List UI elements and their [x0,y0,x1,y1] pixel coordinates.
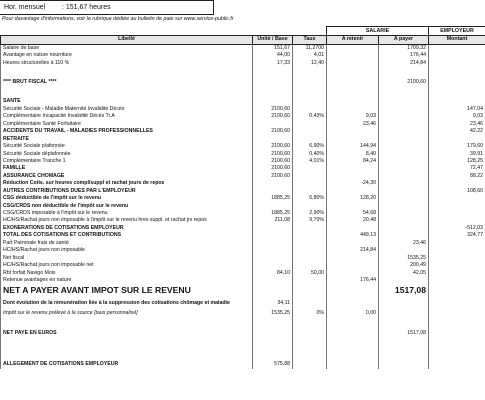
cell-taux [293,98,327,105]
cell-label: CSG/CRDS non déductible de l'impôt sur le revenu [1,202,253,209]
cell-unite-base [253,349,293,361]
cell-a-payer [379,67,429,79]
cell-taux [293,296,327,310]
cell-a-payer: 1709,32 [379,44,429,52]
table-row [1,98,485,105]
table-row [1,217,485,224]
col-montant: Montant [429,36,485,45]
col-unite-base: Unité / Base [253,36,293,45]
info-note: Pour davantage d'informations, voir la rubrique dédiée au bulletin de paie sur www.service-public.fr [2,16,234,22]
cell-a-payer [379,158,429,165]
table-row [1,254,485,261]
cell-a-payer: 1517,08 [379,284,429,296]
cell-label: Salaire de base [1,44,253,52]
cell-a-payer [379,195,429,202]
cell-a-retenir [327,337,379,349]
cell-unite-base [253,121,293,128]
cell-unite-base: 2100,60 [253,150,293,157]
cell-label: HC/HS/Rachat jours non imposable [1,247,253,254]
cell-unite-base: 84,10 [253,269,293,276]
cell-taux: 50,00 [293,269,327,276]
table-row [1,121,485,128]
cell-a-retenir [327,262,379,269]
cell-montant [429,98,485,105]
cell-unite-base: 2100,60 [253,158,293,165]
cell-montant: 9,03 [429,113,485,120]
cell-a-payer [379,217,429,224]
cell-unite-base: 2100,60 [253,143,293,150]
cell-a-retenir [327,296,379,310]
table-row [1,113,485,120]
table-row [1,195,485,202]
cell-taux [293,262,327,269]
salarie-header: SALARIE [327,27,429,36]
cell-montant [429,217,485,224]
cell-montant [429,349,485,361]
cell-taux: 0,40% [293,150,327,157]
cell-a-retenir [327,128,379,135]
table-row [1,318,485,330]
cell-taux [293,128,327,135]
cell-taux: 6,90% [293,143,327,150]
col-a-payer: A payer [379,36,429,45]
cell-montant [429,180,485,187]
table-row [1,296,485,310]
cell-a-retenir: 54,68 [327,210,379,217]
cell-a-payer: 42,05 [379,269,429,276]
cell-a-retenir [327,330,379,337]
cell-taux: 2,90% [293,210,327,217]
cell-label: RETRAITE [1,135,253,142]
cell-taux: 0,43% [293,113,327,120]
cell-a-payer [379,143,429,150]
cell-a-payer [379,318,429,330]
cell-montant: 108,60 [429,188,485,195]
payslip-table [0,26,485,369]
cell-a-payer [379,337,429,349]
cell-a-payer [379,202,429,209]
table-row [1,330,485,337]
table-row [1,173,485,180]
cell-a-retenir [327,240,379,247]
cell-taux [293,337,327,349]
cell-taux [293,330,327,337]
cell-label: CSG/CRDS imposable à l'impôt sur le revenu [1,210,253,217]
cell-a-retenir [327,225,379,232]
cell-montant: 88,22 [429,173,485,180]
cell-taux [293,180,327,187]
cell-taux [293,135,327,142]
cell-label: Sécurité Sociale déplafonnée [1,150,253,157]
cell-a-retenir [327,79,379,86]
cell-label: FAMILLE [1,165,253,172]
cell-montant [429,262,485,269]
cell-label: **** BRUT FISCAL **** [1,79,253,86]
table-row [1,79,485,86]
cell-label: Retenue avantages en nature [1,277,253,284]
cell-unite-base [253,202,293,209]
cell-unite-base [253,240,293,247]
table-row [1,361,485,368]
cell-a-retenir [327,67,379,79]
cell-taux [293,225,327,232]
cell-a-payer [379,121,429,128]
cell-unite-base: 1885,25 [253,195,293,202]
table-row [1,284,485,296]
table-row [1,128,485,135]
hours-value: : 151,67 heures [62,4,111,11]
cell-a-retenir: 9,03 [327,113,379,120]
table-row [1,44,485,52]
cell-unite-base: 44,00 [253,52,293,59]
cell-a-payer: 214,84 [379,59,429,66]
cell-montant [429,284,485,296]
cell-unite-base [253,337,293,349]
cell-label: AUTRES CONTRIBUTIONS DUES PAR L'EMPLOYEUR [1,188,253,195]
cell-label: SANTE [1,98,253,105]
cell-unite-base: 34,11 [253,296,293,310]
cell-a-payer [379,135,429,142]
cell-a-payer [379,277,429,284]
cell-unite-base [253,86,293,98]
cell-label: TOTAL DES COTISATIONS ET CONTRIBUTIONS [1,232,253,239]
cell-label [1,67,253,79]
cell-a-payer [379,349,429,361]
cell-taux [293,86,327,98]
cell-a-payer [379,232,429,239]
cell-unite-base: 211,08 [253,217,293,224]
cell-a-payer [379,98,429,105]
cell-taux [293,247,327,254]
cell-a-retenir [327,59,379,66]
cell-montant [429,269,485,276]
cell-unite-base: 1535,25 [253,310,293,317]
cell-label [1,337,253,349]
cell-taux [293,232,327,239]
cell-a-payer [379,113,429,120]
table-row [1,67,485,79]
cell-montant [429,86,485,98]
cell-a-payer [379,128,429,135]
cell-unite-base [253,262,293,269]
cell-taux [293,79,327,86]
table-row [1,143,485,150]
cell-label: CSG déductible de l'impôt sur le revenu [1,195,253,202]
cell-a-retenir [327,188,379,195]
cell-taux [293,106,327,113]
cell-unite-base: 2100,60 [253,165,293,172]
cell-label: Avantage en nature nourriture [1,52,253,59]
cell-a-payer [379,150,429,157]
cell-label: Complémentaire Santé Forfaitaire [1,121,253,128]
cell-taux: 4,01% [293,158,327,165]
cell-unite-base [253,67,293,79]
cell-a-retenir [327,361,379,368]
cell-a-payer [379,361,429,368]
cell-montant [429,330,485,337]
cell-label: Réduction Cotis. sur heures compl/suppl et rachat jours de repos [1,180,253,187]
cell-a-retenir: 214,84 [327,247,379,254]
cell-a-retenir: 84,24 [327,158,379,165]
table-row [1,225,485,232]
cell-unite-base [253,180,293,187]
cell-unite-base [253,232,293,239]
cell-montant: 147,04 [429,106,485,113]
cell-label: ALLEGEMENT DE COTISATIONS EMPLOYEUR [1,361,253,368]
cell-a-retenir [327,254,379,261]
cell-a-payer [379,225,429,232]
cell-unite-base [253,284,293,296]
cell-unite-base [253,188,293,195]
table-row [1,202,485,209]
cell-a-retenir [327,202,379,209]
cell-a-retenir [327,269,379,276]
cell-taux [293,165,327,172]
cell-label: HC/HS/Rachat jours non imposable à l'impôt sur le revenu hres suppl. et rachat jrs repos [1,217,253,224]
cell-label: Complémentaire Tranche 1 [1,158,253,165]
cell-montant [429,361,485,368]
cell-taux [293,173,327,180]
table-row [1,240,485,247]
cell-a-retenir [327,98,379,105]
cell-a-payer: 23,46 [379,240,429,247]
cell-montant [429,247,485,254]
table-row [1,59,485,66]
cell-montant [429,318,485,330]
cell-a-payer: 200,49 [379,262,429,269]
cell-label: ASSURANCE CHOMAGE [1,173,253,180]
cell-a-retenir: 128,20 [327,195,379,202]
cell-montant: 324,77 [429,232,485,239]
cell-montant [429,67,485,79]
cell-label: Part Patronale frais de santé [1,240,253,247]
cell-a-payer [379,296,429,310]
cell-unite-base: 575,88 [253,361,293,368]
table-row [1,247,485,254]
cell-a-retenir [327,349,379,361]
header-row [1,36,485,45]
table-row [1,150,485,157]
cell-unite-base [253,98,293,105]
cell-montant [429,135,485,142]
cell-a-retenir: 23,46 [327,121,379,128]
cell-taux [293,361,327,368]
cell-montant [429,310,485,317]
cell-a-retenir: 20,48 [327,217,379,224]
table-row [1,106,485,113]
cell-label: Complémentaire Incapacité Invalidité Décès Tr.A [1,113,253,120]
cell-a-retenir: -24,30 [327,180,379,187]
cell-a-retenir: 144,94 [327,143,379,150]
table-row [1,165,485,172]
employeur-header: EMPLOYEUR [429,27,485,36]
cell-label [1,86,253,98]
cell-taux: 9,70% [293,217,327,224]
cell-montant [429,79,485,86]
cell-a-payer [379,247,429,254]
table-row [1,188,485,195]
cell-unite-base: 2100,60 [253,173,293,180]
col-a-retenir: A retenir [327,36,379,45]
cell-label: ACCIDENTS DU TRAVAIL - MALADIES PROFESSIONNELLES [1,128,253,135]
cell-unite-base [253,135,293,142]
cell-taux [293,318,327,330]
cell-a-payer [379,106,429,113]
table-row [1,337,485,349]
cell-label: Dont évolution de la rémunération liée à la suppression des cotisations chômage et maladie [1,296,253,310]
cell-montant: 39,91 [429,150,485,157]
cell-taux [293,188,327,195]
cell-label: Sécurité Sociale - Maladie Maternité Invalidité Décès [1,106,253,113]
cell-unite-base: 17,33 [253,59,293,66]
cell-label [1,349,253,361]
cell-label: Sécurité Sociale plafonnée [1,143,253,150]
cell-a-retenir [327,86,379,98]
cell-label: Rbt forfait Navigo Mois [1,269,253,276]
table-row [1,310,485,317]
cell-a-payer: 176,44 [379,52,429,59]
cell-a-payer [379,165,429,172]
cell-a-payer [379,310,429,317]
cell-a-retenir: 449,13 [327,232,379,239]
cell-a-payer [379,86,429,98]
cell-a-retenir [327,173,379,180]
cell-unite-base: 1885,25 [253,210,293,217]
cell-a-payer: 2100,60 [379,79,429,86]
cell-montant: 23,46 [429,121,485,128]
cell-a-retenir [327,135,379,142]
cell-taux: 11,2700 [293,44,327,52]
table-row [1,158,485,165]
cell-unite-base [253,318,293,330]
cell-a-retenir: 176,44 [327,277,379,284]
table-row [1,277,485,284]
cell-label: HC/HS/Rachat jours non imposable net [1,262,253,269]
table-row [1,180,485,187]
cell-taux [293,277,327,284]
header-group-row [1,27,485,36]
cell-montant: 42,22 [429,128,485,135]
cell-montant [429,52,485,59]
cell-unite-base [253,225,293,232]
cell-taux [293,121,327,128]
cell-montant [429,337,485,349]
cell-montant: 72,47 [429,165,485,172]
cell-unite-base: 151,67 [253,44,293,52]
cell-label: NET PAYE EN EUROS [1,330,253,337]
cell-a-payer: 1535,25 [379,254,429,261]
table-row [1,232,485,239]
cell-a-payer: 1517,08 [379,330,429,337]
table-row [1,86,485,98]
cell-unite-base [253,247,293,254]
hours-label: Hor. mensuel [4,4,46,11]
table-row [1,135,485,142]
cell-unite-base [253,79,293,86]
hours-box [0,0,214,15]
cell-taux [293,240,327,247]
cell-taux [293,284,327,296]
cell-montant: 128,25 [429,158,485,165]
cell-montant [429,296,485,310]
cell-a-retenir [327,318,379,330]
cell-unite-base: 2100,60 [253,106,293,113]
col-taux: Taux [293,36,327,45]
cell-taux [293,202,327,209]
cell-taux [293,349,327,361]
cell-unite-base: 2100,60 [253,128,293,135]
cell-a-retenir [327,44,379,52]
cell-montant [429,210,485,217]
cell-a-payer [379,173,429,180]
cell-a-retenir: 8,40 [327,150,379,157]
cell-taux [293,67,327,79]
cell-unite-base [253,330,293,337]
cell-montant [429,254,485,261]
cell-montant [429,59,485,66]
table-row [1,52,485,59]
cell-label: EXONERATIONS DE COTISATIONS EMPLOYEUR [1,225,253,232]
cell-montant [429,44,485,52]
cell-unite-base [253,277,293,284]
cell-unite-base: 2100,60 [253,113,293,120]
cell-label [1,318,253,330]
cell-taux: 0% [293,310,327,317]
cell-a-payer [379,180,429,187]
cell-taux: 12,40 [293,59,327,66]
cell-label: Impôt sur le revenu prélevé à la source [taux personnalisé] [1,310,253,317]
cell-label: Net fiscal [1,254,253,261]
cell-a-payer [379,188,429,195]
cell-unite-base [253,254,293,261]
cell-montant [429,277,485,284]
cell-montant: 179,60 [429,143,485,150]
cell-a-payer [379,210,429,217]
cell-label: Heures structurelles à 110 % [1,59,253,66]
cell-a-retenir: 0,00 [327,310,379,317]
cell-montant [429,240,485,247]
table-row [1,349,485,361]
cell-a-retenir [327,165,379,172]
cell-taux [293,254,327,261]
table-row [1,210,485,217]
cell-a-retenir [327,106,379,113]
col-libelle: Libellé [1,36,253,45]
cell-taux: 6,80% [293,195,327,202]
cell-montant: -512,03 [429,225,485,232]
cell-a-retenir [327,284,379,296]
cell-montant [429,202,485,209]
cell-a-retenir [327,52,379,59]
cell-montant [429,195,485,202]
cell-taux: 4,01 [293,52,327,59]
cell-label: NET A PAYER AVANT IMPOT SUR LE REVENU [1,284,253,296]
table-row [1,269,485,276]
table-row [1,262,485,269]
